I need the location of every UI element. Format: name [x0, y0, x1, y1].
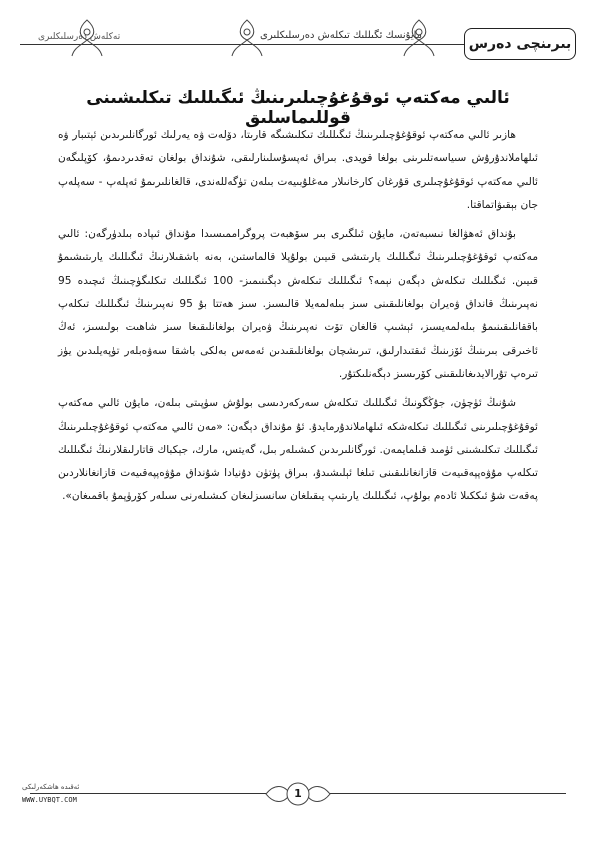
page-header [20, 14, 576, 66]
lesson-badge: بىرىنچى دەرس [464, 28, 576, 60]
center-flourish-icon [230, 18, 264, 58]
page-number: 1 [290, 787, 306, 800]
paragraph-3: شۇنىڭ ئۈچۈن، جۇڭگونىڭ ئىگىللىك تىكلەش سەركەردىسى بولۇش سۈپىتى بىلەن، مايۇن ئالىي مەكتەپ ئوقۇغۇچىلىرىنى ئىگىللىك تىكلەشكە ئىلھاملاندۇرمايدۇ. ئۇ مۇنداق دېگەن: «مەن ئالىي مەكتەپ ئوقۇغۇچىلىرىنىڭ ئىگىللىك تىكلىشىنى ئۈمىد قىلمايمەن. ئورگانلىرىدىن كىشىلەر بىل، گەيتس، مارك، جېكباك قاتارلىقلارنىڭ ئىگىللىك تىكلەپ مۇۋەپپەقىيەت قازانغانلىقىنى تىلغا ئېلىشىدۇ، بىراق پۈتۈن دۇنيادا شۇنداق مۇۋەپپەقىيەت قازانغانلاردىن پەقەت شۇ ئىككىلا ئادەم بولۇپ، ئىگىللىك يارىتىپ يىقىلغان سانسىزلىغان كىشىلەرنى سىلەر كۆرۈپمۇ باقمىغان». [58, 397, 538, 503]
paragraph-2: بۇنداق ئەھۋالغا نىسبەتەن، مايۇن ئىلگىرى بىر سۆھبەت پروگراممىسىدا مۇنداق ئىپادە بىلدۈرگەن: ئالىي مەكتەپ ئوقۇغۇچىلىرىنىڭ ئىگىللىك يارىتىشى قىيىن بولۇپلا قالماستىن، بەنە باشقىلارنىڭ ئىگىللىك يارىتىشىمۇ قىيىن. ئىگىللىك تىكلەش دېگەن نېمە؟ ئىگىللىك تىكلەش دېگىنىمىز- 100 ئىگىللىك تىكلىگۈچىنىڭ ئىچىدە 95 نەپىرىنىڭ قانداق ۋەيران بولغانلىقىنى سىز بىلەلمەيلا قالىسىز. سىز ھەتتا بۇ 95 نەپىرىنىڭ ئىگىللىك تىكلەپ باققانلىقىنىمۇ بىلەلمەيسىز، ئېشىپ قالغان تۆت نەپىرىنىڭ ۋەيران بولغانلىقىغا سىز شاھىت بولىسىز، ئەڭ ئاخىرقى بىرىنىڭ ئۆزىنىڭ ئىقتىدارلىق، تىرىشچان بولغانلىقىدىن ئەمەس بەلكى باشقا سەۋەبلەر تۈپەيلىدىن يۈز تىرەپ تۇرالايدىغانلىقىنى كۆرىسىز دېگەنلىكتۇر. [58, 228, 538, 380]
section-title: ئالىي مەكتەپ ئوقۇغۇچىلىرىنىڭ ئىگىللىك تىكلىشىنى قوللىماسلىق [86, 88, 510, 128]
running-subtitle: تەكلەش دەرسلىكلىرى [38, 32, 121, 42]
paragraph-1: ھازىر ئالىي مەكتەپ ئوقۇغۇچىلىرىنىڭ ئىگىللىك تىكلىشىگە قارىتا، دۆلەت ۋە يەرلىك ئورگانلىرىدىن ئېتىبار ۋە ئىلھاملاندۇرۇش سىياسەتلىرىنى بولغا قويدى. بىراق ئەپسۇسلىنارلىقى، شۇنداق بولغان تەقدىردىمۇ، كۆپلىگەن ئالىي مەكتەپ ئوقۇغۇچىلىرى قۇرغان كارخانىلار مەغلۇبىيەت بىلەن تۈگەللەندى، قالغانلىرىمۇ ئەپلەپ - سەپلەپ جان بېقىۋاتماقتا. [58, 129, 538, 211]
site-name: ئەقىدە ھاشكەرلىكى [22, 783, 80, 791]
body-text [58, 124, 538, 515]
site-url[interactable]: WWW.UYBQT.COM [22, 796, 77, 804]
running-title: مايۇنسك ئگىللىك تىكلەش دەرسلىكلىرى [260, 30, 423, 41]
page-footer [0, 780, 596, 840]
